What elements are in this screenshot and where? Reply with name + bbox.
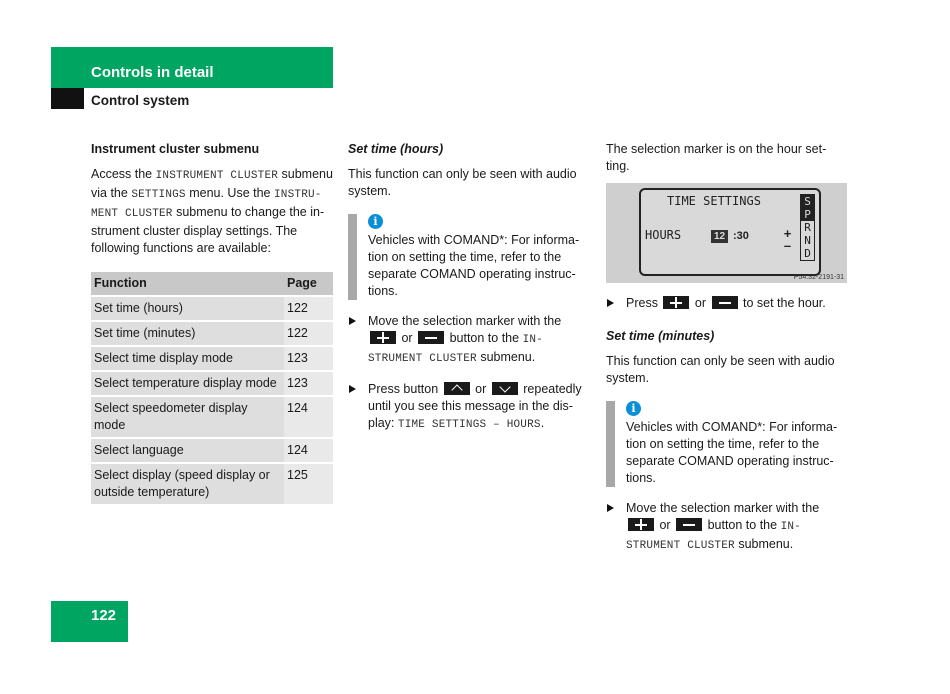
column-header-function: Function — [91, 272, 284, 296]
function-cell: Select time display mode — [91, 346, 284, 371]
lcd-hours-label: HOURS — [645, 228, 682, 242]
column-left — [91, 141, 333, 506]
bullet-arrow-icon — [349, 385, 356, 393]
step-text: submenu. — [480, 350, 536, 364]
function-cell: Select language — [91, 438, 284, 463]
down-button-icon — [492, 382, 518, 395]
lcd-plus: + — [783, 226, 792, 241]
page-cell: 124 — [284, 396, 333, 438]
minus-button-icon — [418, 331, 444, 344]
functions-table — [91, 272, 333, 506]
menu-name: IN-STRUMENT CLUSTER — [626, 521, 801, 552]
info-box — [606, 401, 848, 487]
intro-paragraph — [91, 166, 333, 257]
column-middle — [348, 141, 590, 434]
page-number: 122 — [91, 607, 117, 624]
instrument-cluster-heading: Instrument cluster submenu — [91, 142, 260, 156]
lcd-title: TIME SETTINGS — [667, 194, 761, 208]
column-header-page: Page — [284, 272, 333, 296]
menu-name: SETTINGS — [131, 189, 186, 201]
step-text: repeatedly until you see this message in the dis-play: — [368, 382, 582, 430]
step-text: Press — [626, 296, 658, 310]
lcd-minute-value: :30 — [733, 230, 749, 242]
table-header-row — [91, 272, 333, 296]
function-cell: Select display (speed display or outside temperature) — [91, 463, 284, 505]
info-icon: i — [368, 214, 383, 229]
plus-button-icon — [663, 296, 689, 309]
intro-text: Access the — [91, 167, 156, 181]
intro-text: submenu to change the in-strument cluster display settings. The following functions are available: — [91, 205, 325, 255]
step-text: to set the hour. — [743, 296, 826, 310]
plus-button-icon — [628, 518, 654, 531]
bullet-arrow-icon — [349, 317, 356, 325]
minus-button-icon — [712, 296, 738, 309]
menu-name: INSTRUMENT CLUSTER — [155, 170, 279, 182]
info-box — [348, 214, 590, 300]
table-row — [91, 463, 333, 505]
page-cell: 124 — [284, 438, 333, 463]
step-text: Press button — [368, 382, 439, 396]
section-marker — [51, 88, 84, 109]
lcd-plus-minus — [782, 228, 793, 252]
step-move-marker — [606, 500, 848, 555]
gear-d: D — [804, 247, 811, 260]
column-right — [606, 141, 848, 555]
chapter-title: Controls in detail — [91, 64, 214, 81]
table-row — [91, 346, 333, 371]
lcd-hour-value: 12 — [711, 230, 728, 243]
page-cell: 122 — [284, 321, 333, 346]
bullet-arrow-icon — [607, 299, 614, 307]
intro-text: menu. Use the — [185, 186, 274, 200]
step-text: Move the selection marker with the — [626, 501, 820, 515]
info-bar — [348, 214, 357, 300]
table-row — [91, 438, 333, 463]
function-cell: Set time (hours) — [91, 296, 284, 321]
info-bar — [606, 401, 615, 487]
page-cell: 123 — [284, 346, 333, 371]
lcd-screen — [639, 188, 821, 276]
page-cell: 125 — [284, 463, 333, 505]
gear-s: S — [801, 195, 814, 208]
step-text: button to the — [449, 331, 520, 345]
table-row — [91, 296, 333, 321]
lcd-minus: – — [783, 238, 792, 253]
page-cell: 122 — [284, 296, 333, 321]
plus-button-icon — [370, 331, 396, 344]
section-title: Control system — [91, 93, 190, 108]
step-text: submenu. — [738, 537, 794, 551]
marker-text: The selection marker is on the hour set-ting. — [606, 142, 827, 173]
step-move-marker — [348, 313, 590, 368]
step-text: . — [540, 416, 545, 430]
menu-name: IN-STRUMENT CLUSTER — [368, 334, 543, 365]
audio-note: This function can only be seen with audio system. — [606, 354, 835, 385]
step-press-button — [348, 381, 590, 434]
step-text: button to the — [707, 518, 778, 532]
table-row — [91, 396, 333, 438]
table-row — [91, 371, 333, 396]
info-text: Vehicles with COMAND*: For informa-tion on setting the time, refer to the separate COMAND operating instruc-tions. — [368, 233, 580, 298]
display-message: TIME SETTINGS – HOURS — [397, 419, 541, 431]
step-text: or — [401, 331, 413, 345]
menu-name: INSTRU-MENT CLUSTER — [91, 189, 322, 220]
figure-reference: P54.32-2191-31 — [793, 274, 844, 281]
minus-button-icon — [676, 518, 702, 531]
step-text: Move the selection marker with the — [368, 314, 562, 328]
page-cell: 123 — [284, 371, 333, 396]
function-cell: Select speedometer display mode — [91, 396, 284, 438]
audio-note: This function can only be seen with audio system. — [348, 167, 577, 198]
page-number-box — [51, 601, 128, 642]
step-set-hour — [606, 295, 848, 312]
table-row — [91, 321, 333, 346]
function-cell: Set time (minutes) — [91, 321, 284, 346]
step-text: or — [659, 518, 671, 532]
step-text: or — [475, 382, 487, 396]
function-cell: Select temperature display mode — [91, 371, 284, 396]
gear-p: P — [801, 208, 814, 221]
step-text: or — [694, 296, 707, 310]
display-illustration — [606, 183, 847, 283]
set-hours-heading: Set time (hours) — [348, 142, 444, 156]
info-text: Vehicles with COMAND*: For informa-tion on setting the time, refer to the separate COMAND operating instruc-tions. — [626, 420, 838, 485]
info-icon: i — [626, 401, 641, 416]
gear-indicator — [800, 194, 815, 261]
gear-r: R — [804, 221, 811, 234]
up-button-icon — [444, 382, 470, 395]
bullet-arrow-icon — [607, 504, 614, 512]
set-minutes-heading: Set time (minutes) — [606, 329, 715, 343]
gear-n: N — [804, 234, 811, 247]
intro-text: submenu via the — [91, 167, 333, 200]
